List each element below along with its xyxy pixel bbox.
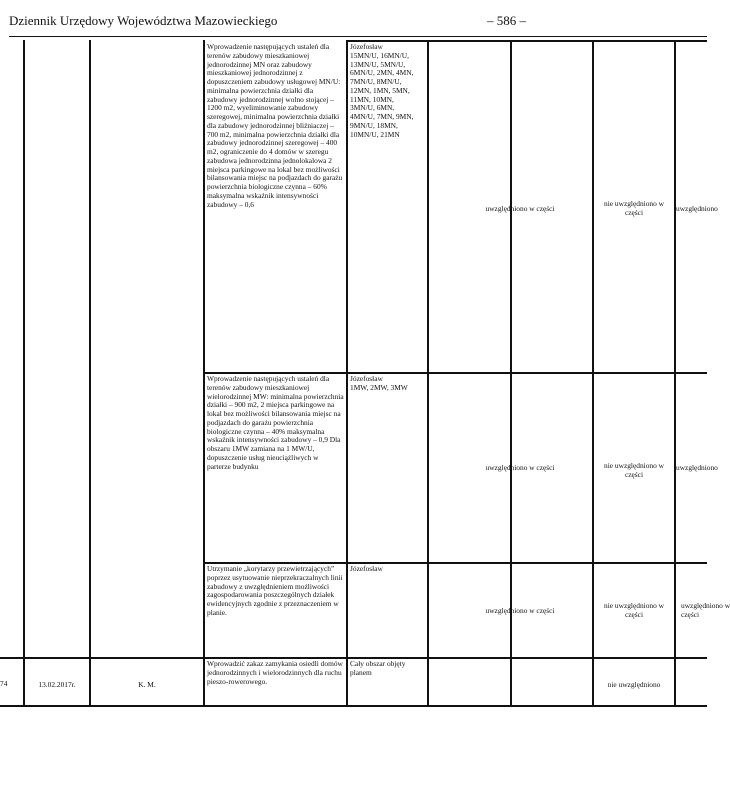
page-number: – 586 – [487,13,526,28]
table-vline [23,40,25,707]
row3-status-c: uwzględniono w części [681,601,730,619]
row1-content-cell: Wprowadzenie następujących ustaleń dla terenów zabudowy mieszkaniowej jednorodzinnej MN oraz zabudowy mieszkaniowej jednorodzinnej z dopuszczeniem zabudowy usługowej MN/U: minimalna powierzchnia działki dla zabudowy jednorodzinnej wolno stojącej – 1200 m2, wyeliminowanie zabudowy szeregowej, minimalna powierzchnia działki dla zabudowy jednorodzinnej bliźniaczej – 700 m2, minimalna powierzchnia działki dla zabudowy jednorodzinnej szeregowej – 400 m2, ograniczenie do 4 domów w szeregu zabudowa jednorodzinna jednolokalowa 2 miejsca parkingowe na lokal bez możliwości bilansowania miejsc na podjazdach do garażu powierzchnia biologiczne czynna – 60% maksymalna wskaźnik intensywności zabudowy – 0,6 [207,42,343,209]
row4-number: 74 [0,679,8,688]
journal-title: Dziennik Urzędowy Województwa Mazowieckiego [9,13,278,28]
row3-status-b: nie uwzględniono w części [604,601,664,619]
row3-status-a: uwzględniono w części [485,606,555,615]
row4-content-cell: Wprowadzić zakaz zamykania osiedli domów jednorodzinnych i wielorodzinnych dla ruchu pieszo-rowerowego. [207,659,343,686]
header-rule [9,36,707,37]
table-hline [346,40,707,42]
row2-content-cell: Wprowadzenie następujących ustaleń dla terenów zabudowy mieszkaniowej wielorodzinnej MW: minimalna powierzchnia działki – 900 m2, 2 miejsca parkingowe na lokal bez możliwości bilansowania miejsc na podjazdach do garażu powierzchnia biologiczne czynna – 40% maksymalna wskaźnik intensywności zabudowy – 0,9 Dla obszaru 1MW zamiana na 1 MW/U, dopuszczenie usług nieuciążliwych w parterze budynku [207,374,344,471]
row1-status-a: uwzględniono w części [485,204,555,213]
row1-status-b: nie uwzględniono w części [604,199,664,217]
table-vline [89,40,91,707]
row2-status-b: nie uwzględniono w części [604,461,664,479]
row1-status-c: uwzględniono [676,204,718,213]
row3-location-cell: Józefosław [350,564,383,573]
row3-content-cell: Utrzymanie „korytarzy przewietrzających” poprzez usytuowanie nieprzekraczalnych linii zabudowy z uwzględnieniem możliwości zagospodarowania poszczególnych działek ewidencyjnych zgodnie z przeznaczeniem w planie. [207,564,343,617]
row4-person: K. M. [138,680,156,689]
row2-status-c: uwzględniono [676,463,718,472]
row2-status-a: uwzględniono w części [485,463,555,472]
row4-date: 13.02.2017r. [38,680,76,689]
row2-location-cell: Józefosław 1MW, 2MW, 3MW [350,374,408,392]
row1-location-cell: Józefosław 15MN/U, 16MN/U, 13MN/U, 5MN/U, 6MN/U, 2MN, 4MN, 7MN/U, 8MN/U, 12MN, 1MN, 5MN, 11MN, 10MN, 3MN/U, 6MN, 4MN/U, 7MN, 9MN, 9MN/U, 18MN, 10MN/U, 21MN [350,42,414,139]
table-hline [0,705,707,707]
row4-location-cell: Cały obszar objęty planem [350,659,406,677]
row4-status-b: nie uwzględniono [607,680,661,689]
